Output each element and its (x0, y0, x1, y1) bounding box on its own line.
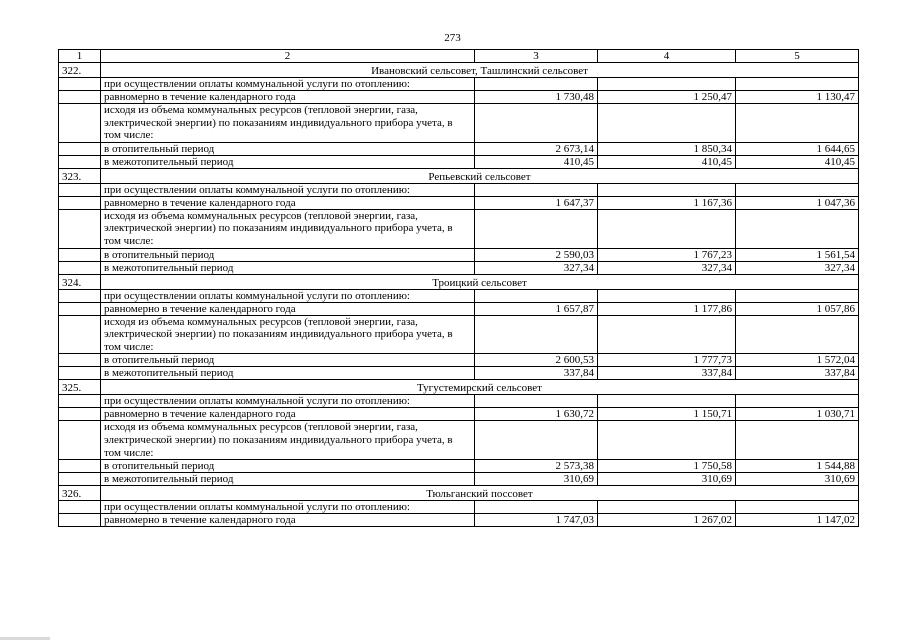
value-cell-5 (736, 209, 859, 248)
value-cell-5: 1 561,54 (736, 248, 859, 261)
row-label: равномерно в течение календарного года (101, 408, 475, 421)
value-cell-3 (475, 183, 598, 196)
value-cell-5: 1 572,04 (736, 354, 859, 367)
row-index-cell (59, 155, 101, 168)
row-label: исходя из объема коммунальных ресурсов (тепловой энергии, газа, электрической энергии) по показаниям индивидуального прибора учета, в том числе: (101, 421, 475, 460)
value-cell-5 (736, 395, 859, 408)
value-cell-4: 1 767,23 (598, 248, 736, 261)
row-index-cell (59, 473, 101, 486)
row-index-cell (59, 183, 101, 196)
value-cell-5 (736, 315, 859, 354)
section-index: 326. (59, 486, 101, 501)
value-cell-4: 410,45 (598, 155, 736, 168)
value-cell-3 (475, 104, 598, 143)
value-cell-4: 1 267,02 (598, 514, 736, 527)
value-cell-4: 1 177,86 (598, 302, 736, 315)
row-label: в отопительный период (101, 354, 475, 367)
row-label: при осуществлении оплаты коммунальной услуги по отоплению: (101, 395, 475, 408)
table-row (59, 354, 859, 367)
value-cell-4: 1 167,36 (598, 196, 736, 209)
value-cell-4: 1 750,58 (598, 460, 736, 473)
value-cell-4: 310,69 (598, 473, 736, 486)
value-cell-4 (598, 395, 736, 408)
row-index-cell (59, 514, 101, 527)
row-label: исходя из объема коммунальных ресурсов (тепловой энергии, газа, электрической энергии) по показаниям индивидуального прибора учета, в том числе: (101, 315, 475, 354)
row-index-cell (59, 142, 101, 155)
value-cell-5 (736, 421, 859, 460)
section-header-row (59, 168, 859, 183)
row-index-cell (59, 248, 101, 261)
section-index: 323. (59, 168, 101, 183)
row-label: при осуществлении оплаты коммунальной услуги по отоплению: (101, 501, 475, 514)
row-index-cell (59, 91, 101, 104)
row-index-cell (59, 261, 101, 274)
section-title: Ивановский сельсовет, Ташлинский сельсовет (101, 63, 859, 78)
value-cell-5: 1 047,36 (736, 196, 859, 209)
row-index-cell (59, 196, 101, 209)
page-number: 273 (444, 32, 461, 44)
row-index-cell (59, 367, 101, 380)
row-index-cell (59, 421, 101, 460)
column-header: 1 (59, 50, 101, 63)
table-row (59, 514, 859, 527)
value-cell-4: 1 150,71 (598, 408, 736, 421)
value-cell-3: 1 747,03 (475, 514, 598, 527)
column-header: 4 (598, 50, 736, 63)
table-row (59, 78, 859, 91)
column-header: 3 (475, 50, 598, 63)
value-cell-3: 337,84 (475, 367, 598, 380)
table-body (59, 50, 859, 527)
column-header: 5 (736, 50, 859, 63)
table-row (59, 315, 859, 354)
row-label: равномерно в течение календарного года (101, 514, 475, 527)
value-cell-4 (598, 78, 736, 91)
section-header-row (59, 380, 859, 395)
row-label: в межотопительный период (101, 367, 475, 380)
value-cell-3: 2 673,14 (475, 142, 598, 155)
value-cell-5: 1 057,86 (736, 302, 859, 315)
value-cell-3: 410,45 (475, 155, 598, 168)
table-row (59, 302, 859, 315)
value-cell-5 (736, 104, 859, 143)
section-title: Тюльганский поссовет (101, 486, 859, 501)
value-cell-3 (475, 395, 598, 408)
section-title: Репьевский сельсовет (101, 168, 859, 183)
value-cell-3 (475, 421, 598, 460)
value-cell-4: 337,84 (598, 367, 736, 380)
row-index-cell (59, 501, 101, 514)
value-cell-5: 1 130,47 (736, 91, 859, 104)
row-label: в межотопительный период (101, 473, 475, 486)
value-cell-4: 1 850,34 (598, 142, 736, 155)
value-cell-4 (598, 289, 736, 302)
value-cell-4 (598, 501, 736, 514)
table-row (59, 104, 859, 143)
table-row (59, 395, 859, 408)
section-index: 322. (59, 63, 101, 78)
section-header-row (59, 486, 859, 501)
value-cell-4: 327,34 (598, 261, 736, 274)
value-cell-4: 1 250,47 (598, 91, 736, 104)
section-index: 325. (59, 380, 101, 395)
row-index-cell (59, 209, 101, 248)
section-header-row (59, 274, 859, 289)
value-cell-3: 327,34 (475, 261, 598, 274)
value-cell-3: 1 630,72 (475, 408, 598, 421)
table-row (59, 289, 859, 302)
row-label: в отопительный период (101, 248, 475, 261)
table-row (59, 91, 859, 104)
row-index-cell (59, 104, 101, 143)
table-row (59, 367, 859, 380)
value-cell-4 (598, 183, 736, 196)
table-row (59, 473, 859, 486)
row-index-cell (59, 408, 101, 421)
row-label: равномерно в течение календарного года (101, 196, 475, 209)
row-index-cell (59, 315, 101, 354)
section-header-row (59, 63, 859, 78)
value-cell-5 (736, 78, 859, 91)
column-header-row (59, 50, 859, 63)
value-cell-5: 410,45 (736, 155, 859, 168)
table-row (59, 408, 859, 421)
value-cell-5 (736, 183, 859, 196)
value-cell-4: 1 777,73 (598, 354, 736, 367)
row-label: в межотопительный период (101, 155, 475, 168)
row-label: при осуществлении оплаты коммунальной услуги по отоплению: (101, 183, 475, 196)
value-cell-5: 1 030,71 (736, 408, 859, 421)
value-cell-3: 2 600,53 (475, 354, 598, 367)
table-row (59, 261, 859, 274)
value-cell-5 (736, 289, 859, 302)
row-index-cell (59, 460, 101, 473)
table-row (59, 248, 859, 261)
row-label: при осуществлении оплаты коммунальной услуги по отоплению: (101, 289, 475, 302)
value-cell-4 (598, 104, 736, 143)
row-index-cell (59, 395, 101, 408)
table-row (59, 183, 859, 196)
row-label: исходя из объема коммунальных ресурсов (тепловой энергии, газа, электрической энергии) по показаниям индивидуального прибора учета, в том числе: (101, 209, 475, 248)
section-title: Тугустемирский сельсовет (101, 380, 859, 395)
row-label: равномерно в течение календарного года (101, 91, 475, 104)
value-cell-3: 310,69 (475, 473, 598, 486)
table-row (59, 209, 859, 248)
value-cell-5: 1 644,65 (736, 142, 859, 155)
value-cell-3 (475, 289, 598, 302)
value-cell-3: 2 590,03 (475, 248, 598, 261)
value-cell-3 (475, 501, 598, 514)
value-cell-3 (475, 315, 598, 354)
tariff-table (58, 49, 859, 527)
row-label: в отопительный период (101, 460, 475, 473)
value-cell-5: 337,84 (736, 367, 859, 380)
row-label: при осуществлении оплаты коммунальной услуги по отоплению: (101, 78, 475, 91)
row-label: в межотопительный период (101, 261, 475, 274)
value-cell-5: 1 147,02 (736, 514, 859, 527)
table-row (59, 142, 859, 155)
table-row (59, 460, 859, 473)
section-title: Троицкий сельсовет (101, 274, 859, 289)
row-index-cell (59, 354, 101, 367)
value-cell-3 (475, 209, 598, 248)
table-row (59, 501, 859, 514)
row-label: в отопительный период (101, 142, 475, 155)
row-index-cell (59, 78, 101, 91)
value-cell-4 (598, 315, 736, 354)
value-cell-5 (736, 501, 859, 514)
value-cell-5: 327,34 (736, 261, 859, 274)
value-cell-4 (598, 209, 736, 248)
table-row (59, 196, 859, 209)
value-cell-3 (475, 78, 598, 91)
value-cell-5: 1 544,88 (736, 460, 859, 473)
value-cell-3: 1 657,87 (475, 302, 598, 315)
row-label: равномерно в течение календарного года (101, 302, 475, 315)
value-cell-3: 2 573,38 (475, 460, 598, 473)
table-row (59, 155, 859, 168)
row-label: исходя из объема коммунальных ресурсов (тепловой энергии, газа, электрической энергии) по показаниям индивидуального прибора учета, в том числе: (101, 104, 475, 143)
value-cell-3: 1 730,48 (475, 91, 598, 104)
row-index-cell (59, 302, 101, 315)
value-cell-3: 1 647,37 (475, 196, 598, 209)
column-header: 2 (101, 50, 475, 63)
section-index: 324. (59, 274, 101, 289)
row-index-cell (59, 289, 101, 302)
value-cell-5: 310,69 (736, 473, 859, 486)
table-row (59, 421, 859, 460)
value-cell-4 (598, 421, 736, 460)
